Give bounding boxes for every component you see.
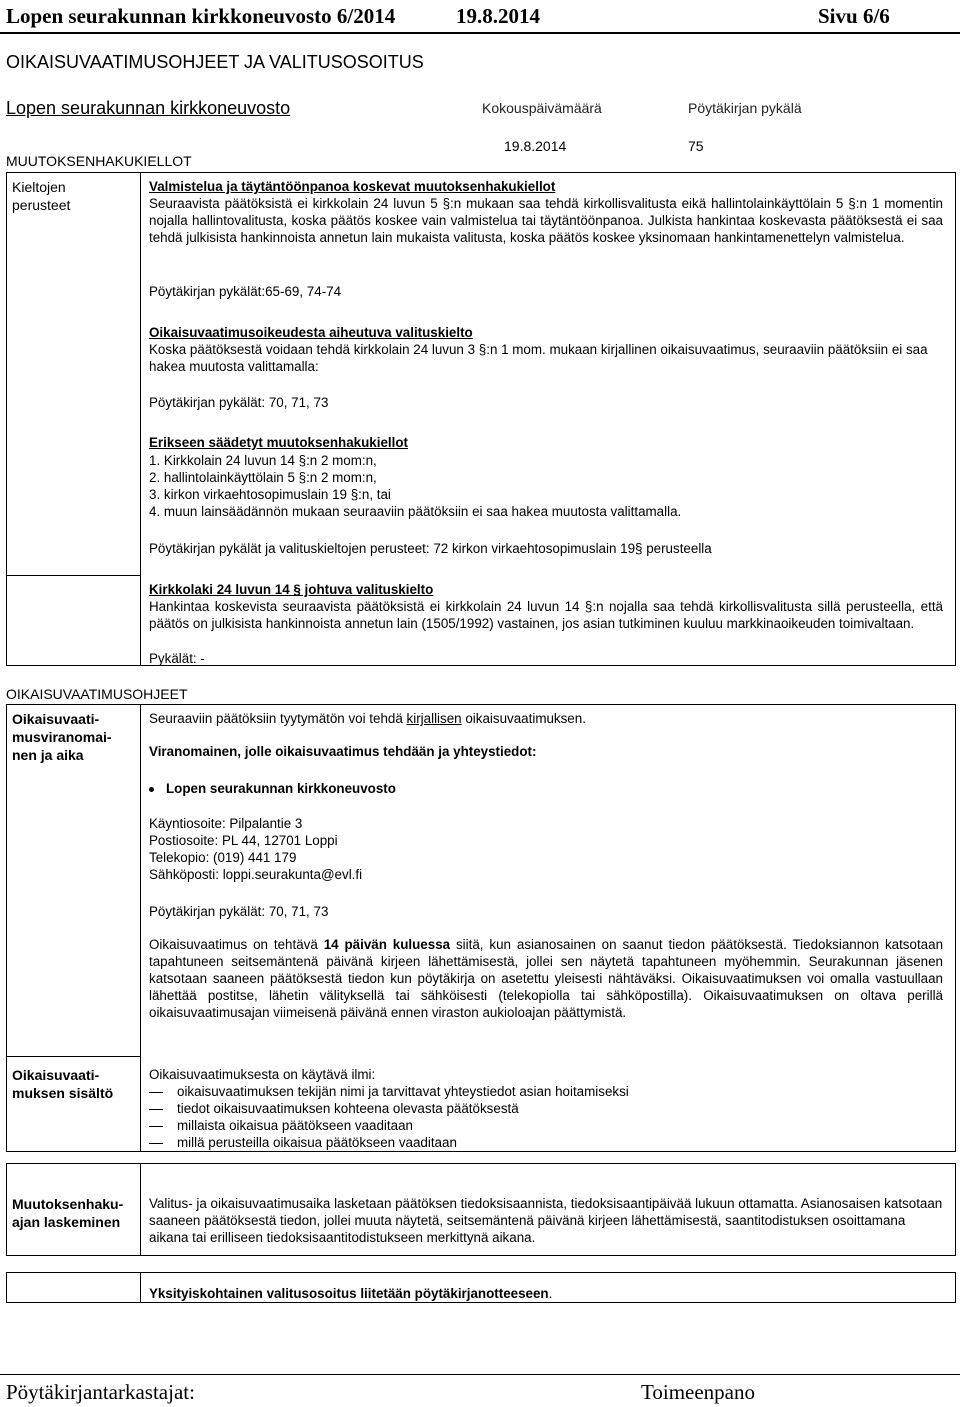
rectification-content-side-label: Oikaisuvaati- muksen sisältö xyxy=(12,1067,114,1101)
authority-heading: Viranomainen, jolle oikaisuvaatimus tehdään ja yhteystiedot: xyxy=(149,744,537,759)
rectification-intro: Seuraaviin päätöksiin tyytymätön voi tehdä kirjallisen oikaisuvaatimuksen. xyxy=(149,711,586,726)
appeal-note-text: Yksityiskohtainen valitusosoitus liitetään pöytäkirjanotteeseen. xyxy=(149,1286,553,1301)
prep-prohibition-sections: Pöytäkirjan pykälät:65-69, 74-74 xyxy=(149,284,342,299)
rectification-instructions-heading: OIKAISUVAATIMUSOHJEET xyxy=(6,686,188,702)
dash-icon xyxy=(149,1143,163,1144)
special-prohibitions-list xyxy=(149,452,943,520)
rectification-deadline-text: Oikaisuvaatimus on tehtävä 14 päivän kuluessa siitä, kun asianosainen on saanut tiedon päätöksestä. Tiedoksiannon katsotaan tapahtuneen seitsemäntenä päivänä kirjeen lähettämisestä, jollei sen näytetä tapahtuneen myöhemmin. Seurakunnan jäsenen katsotaan saaneen päätöksestä tiedon kun pöytäkirja on asetettu yleisesti nähtäväksi. Oikaisuvaatimuksen voi omalla vastuullaan lähettää postitse, lähetin välityksellä tai sähköisesti (telekopiolla tai sähköpostilla). Oikaisuvaatimuksen on oltava perillä oikaisuvaatimusajan viimeisenä päivänä ennen viraston aukioloajan päättymistä. xyxy=(149,937,944,1020)
list-item: millä perusteilla oikaisua päätökseen vaaditaan xyxy=(149,1134,943,1151)
dash-icon xyxy=(149,1126,163,1127)
organization-name: Lopen seurakunnan kirkkoneuvosto xyxy=(6,98,291,118)
signature-rule xyxy=(0,1374,960,1375)
procurement-prohibition-sections: Pykälät: - xyxy=(149,651,205,666)
rectification-content-list xyxy=(149,1083,943,1151)
header-rule xyxy=(0,32,960,34)
time-calculation-divider xyxy=(140,1163,141,1256)
document-title: OIKAISUVAATIMUSOHJEET JA VALITUSOSOITUS xyxy=(6,52,424,72)
dash-icon xyxy=(149,1109,163,1110)
authority-name: Lopen seurakunnan kirkkoneuvosto xyxy=(149,780,943,797)
list-item: millaista oikaisua päätökseen vaaditaan xyxy=(149,1117,943,1134)
appeal-prohibitions-heading: MUUTOKSENHAKUKIELLOT xyxy=(6,153,192,169)
dash-icon xyxy=(149,1092,163,1093)
special-prohibitions-title: Erikseen säädetyt muutoksenhakukiellot xyxy=(149,435,408,450)
page-header-page-number: Sivu 6/6 xyxy=(818,4,890,28)
meeting-date-value: 19.8.2014 xyxy=(504,138,567,154)
time-calculation-side-label: Muutoksenhaku- ajan laskeminen xyxy=(12,1196,124,1230)
list-item: tiedot oikaisuvaatimuksen kohteena olevasta päätöksestä xyxy=(149,1100,943,1117)
prohibitions-subdivider xyxy=(6,575,141,576)
deadline-emphasis: 14 päivän kuluessa xyxy=(323,937,451,952)
list-item: 3. kirkon virkaehtosopimuslain 19 §:n, tai xyxy=(149,487,391,502)
postal-address: Postiosoite: PL 44, 12701 Loppi xyxy=(149,833,338,848)
rectification-prohibition-text: Koska päätöksestä voidaan tehdä kirkkolain 24 luvun 3 §:n 1 mom. mukaan kirjallinen oikaisuvaatimus, seuraaviin päätöksiin ei saa hakea muutosta valittamalla: xyxy=(149,342,928,374)
procurement-prohibition-text: Hankintaa koskevista seuraavista päätöksistä ei kirkkolain 24 luvun 14 §:n nojalla saa tehdä kirkollisvalitusta sillä perusteella, että päätös on julkisista hankinnoista annetun lain (1505/1992) vastainen, jos asian tutkiminen kuuluu markkinaoikeuden toimivaltaan. xyxy=(149,599,943,631)
rectification-prohibition-sections: Pöytäkirjan pykälät: 70, 71, 73 xyxy=(149,395,329,410)
list-item: 4. muun lainsäädännön mukaan seuraaviin päätöksiin ei saa hakea muutosta valittamalla. xyxy=(149,504,682,519)
rectification-divider xyxy=(140,704,141,1152)
list-item: 1. Kirkkolain 24 luvun 14 §:n 2 mom:n, xyxy=(149,453,377,468)
minutes-checkers-label: Pöytäkirjantarkastajat: xyxy=(6,1380,195,1404)
list-item: 2. hallintolainkäyttölain 5 §:n 2 mom:n, xyxy=(149,470,377,485)
execution-label: Toimeenpano xyxy=(641,1380,755,1404)
prep-prohibition-text: Seuraavista päätöksistä ei kirkkolain 24 luvun 5 §:n mukaan saa tehdä kirkollisvalitusta eikä hallintolainkäyttölain 5 §:n 1 momentin nojalla hallintovalitusta, koska päätös koskee vain valmistelua tai täytäntöönpanoa. Julkista hankintaa koskevasta päätöksestä ei saa tehdä julkisista hankinnoista annetun lain mukaista valitusta, koska päätös koskee yksinomaan hankintamenettelyn valmistelua. xyxy=(149,196,943,245)
visit-address: Käyntiosoite: Pilpalantie 3 xyxy=(149,816,303,831)
rectification-prohibition-title: Oikaisuvaatimusoikeudesta aiheutuva valituskielto xyxy=(149,325,473,340)
list-item: oikaisuvaatimuksen tekijän nimi ja tarvittavat yhteystiedot asian hoitamiseksi xyxy=(149,1083,943,1100)
bullet-icon xyxy=(149,787,154,792)
written-emphasis: kirjallisen xyxy=(406,711,462,726)
section-number-label: Pöytäkirjan pykälä xyxy=(688,100,802,116)
section-number-value: 75 xyxy=(688,138,704,154)
special-prohibitions-sections: Pöytäkirjan pykälät ja valituskieltojen perusteet: 72 kirkon virkaehtosopimuslain 19§ perusteella xyxy=(149,541,712,556)
meeting-date-label: Kokouspäivämäärä xyxy=(482,100,602,116)
time-calculation-text: Valitus- ja oikaisuvaatimusaika lasketaan päätöksen tiedoksisaannista, tiedoksisaantipäivää lukuun ottamatta. Asianosaisen katsotaan saaneen päätöksestä tiedon, jollei muuta näytetä, seitsemäntenä päivänä kirjeen lähettämisestä, saantitodistuksen osoittamana aikana tai erilliseen tiedoksisaantitodistukseen merkittynä aikana. xyxy=(149,1196,943,1245)
rectification-authority-side-label: Oikaisuvaati- musviranomai- nen ja aika xyxy=(12,711,112,763)
page-header-date: 19.8.2014 xyxy=(456,4,540,28)
rectification-sections: Pöytäkirjan pykälät: 70, 71, 73 xyxy=(149,904,329,919)
prohibitions-side-label: Kieltojen perusteet xyxy=(12,179,71,213)
page-header-title: Lopen seurakunnan kirkkoneuvosto 6/2014 xyxy=(6,4,396,28)
authority-contacts xyxy=(149,815,943,883)
rectification-subdivider xyxy=(6,1056,141,1057)
rectification-content-intro: Oikaisuvaatimuksesta on käytävä ilmi: xyxy=(149,1067,376,1082)
prep-prohibition-title: Valmistelua ja täytäntöönpanoa koskevat muutoksenhakukiellot xyxy=(149,179,556,194)
appeal-note-divider xyxy=(140,1272,141,1303)
fax-number: Telekopio: (019) 441 179 xyxy=(149,850,297,865)
prohibitions-divider xyxy=(140,172,141,666)
procurement-prohibition-title: Kirkkolaki 24 luvun 14 § johtuva valituskielto xyxy=(149,582,434,597)
email-address: Sähköposti: loppi.seurakunta@evl.fi xyxy=(149,867,363,882)
